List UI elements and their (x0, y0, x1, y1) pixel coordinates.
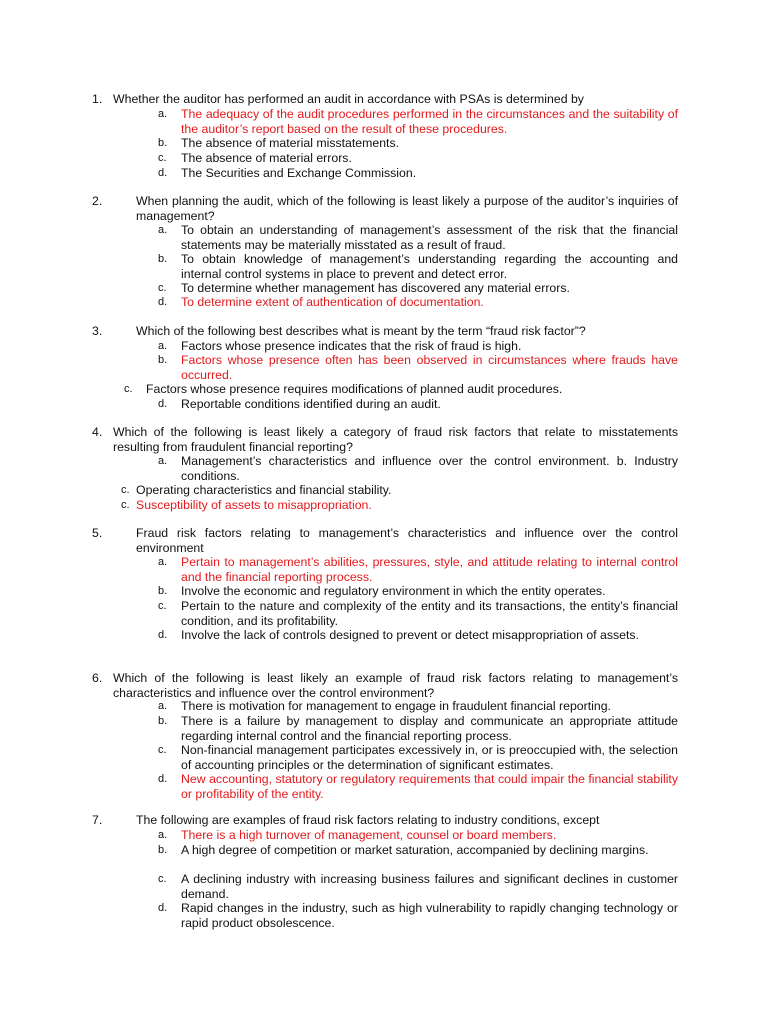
option-letter: c. (121, 484, 130, 496)
option-text: Involve the economic and regulatory environment in which the entity operates. (181, 584, 606, 598)
option-letter: c. (158, 600, 167, 612)
option-letter: d. (158, 398, 168, 410)
option-text: The absence of material misstatements. (181, 136, 400, 150)
question-text: Which of the following is least likely an example of fraud risk factors relating to management’s characteristics and influence over the control environment? (113, 671, 678, 700)
question-number: 6. (92, 671, 103, 685)
option-text: The absence of material errors. (181, 151, 352, 165)
option-text-answer: To determine extent of authentication of documentation. (181, 295, 484, 309)
option-text: A declining industry with increasing business failures and significant declines in customer demand. (181, 872, 678, 901)
option-text: Factors whose presence requires modifications of planned audit procedures. (146, 382, 563, 396)
option-text: There is a failure by management to display and communicate an appropriate attitude regarding internal control and the financial reporting process. (181, 714, 678, 743)
option-letter: a. (158, 224, 168, 236)
option-text: To obtain knowledge of management’s understanding regarding the accounting and internal control systems in place to prevent and detect error. (181, 252, 678, 281)
option-letter: d. (158, 629, 168, 641)
option-text: Involve the lack of controls designed to prevent or detect misappropriation of assets. (181, 628, 639, 642)
option-letter: d. (158, 773, 168, 785)
option-letter: c. (158, 744, 167, 756)
question-number: 3. (92, 324, 103, 338)
question-number: 7. (92, 813, 103, 827)
option-letter: c. (158, 873, 167, 885)
question-number: 2. (92, 194, 103, 208)
question-text: The following are examples of fraud risk factors relating to industry conditions, except (136, 813, 600, 827)
option-text: Rapid changes in the industry, such as high vulnerability to rapidly changing technology or rapid product obsolescence. (181, 901, 678, 930)
option-text-answer: The adequacy of the audit procedures performed in the circumstances and the suitability of the auditor’s report based on the result of these procedures. (181, 107, 678, 136)
question-text: Which of the following best describes what is meant by the term “fraud risk factor”? (136, 324, 586, 338)
option-letter: c. (158, 152, 167, 164)
option-letter: a. (158, 829, 168, 841)
option-text: Management’s characteristics and influence over the control environment. b. Industry conditions. (181, 454, 678, 483)
option-letter: c. (121, 499, 130, 511)
option-text: There is motivation for management to engage in fraudulent financial reporting. (181, 699, 611, 713)
option-letter: a. (158, 340, 168, 352)
question-text: When planning the audit, which of the following is least likely a purpose of the auditor’s inquiries of management? (136, 194, 678, 223)
option-letter: a. (158, 108, 168, 120)
option-text: To determine whether management has discovered any material errors. (181, 281, 570, 295)
option-text: A high degree of competition or market saturation, accompanied by declining margins. (181, 843, 649, 857)
option-text: Operating characteristics and financial stability. (136, 483, 392, 497)
option-text: Factors whose presence indicates that the risk of fraud is high. (181, 339, 522, 353)
option-text-answer: Factors whose presence often has been observed in circumstances where frauds have occurred. (181, 353, 678, 382)
option-letter: a. (158, 700, 168, 712)
option-text: To obtain an understanding of management’s assessment of the risk that the financial statements may be materially misstated as a result of fraud. (181, 223, 678, 252)
option-letter: d. (158, 296, 168, 308)
option-text-answer: New accounting, statutory or regulatory requirements that could impair the financial stability or profitability of the entity. (181, 772, 678, 801)
option-text: Non-financial management participates excessively in, or is preoccupied with, the selection of accounting principles or the determination of significant estimates. (181, 743, 678, 772)
option-letter: a. (158, 556, 168, 568)
option-letter: b. (158, 253, 168, 265)
option-letter: b. (158, 354, 168, 366)
option-text: The Securities and Exchange Commission. (181, 166, 417, 180)
option-letter: c. (124, 383, 133, 395)
option-letter: d. (158, 167, 168, 179)
question-number: 1. (92, 92, 103, 106)
option-text-answer: Pertain to management’s abilities, pressures, style, and attitude relating to internal control and the financial reporting process. (181, 555, 678, 584)
question-number: 4. (92, 425, 103, 439)
question-text: Fraud risk factors relating to management’s characteristics and influence over the control environment (136, 526, 678, 555)
option-letter: b. (158, 137, 168, 149)
option-letter: a. (158, 455, 168, 467)
question-number: 5. (92, 526, 103, 540)
option-letter: b. (158, 715, 168, 727)
option-letter: b. (158, 585, 168, 597)
option-text-answer: There is a high turnover of management, counsel or board members. (181, 828, 557, 842)
option-text-answer: Susceptibility of assets to misappropriation. (136, 498, 372, 512)
option-letter: c. (158, 282, 167, 294)
option-letter: b. (158, 844, 168, 856)
question-text: Which of the following is least likely a category of fraud risk factors that relate to misstatements resulting from fraudulent financial reporting? (113, 425, 678, 454)
option-text: Pertain to the nature and complexity of the entity and its transactions, the entity’s financial condition, and its profitability. (181, 599, 678, 628)
question-text: Whether the auditor has performed an audit in accordance with PSAs is determined by (113, 92, 584, 106)
option-letter: d. (158, 902, 168, 914)
option-text: Reportable conditions identified during an audit. (181, 397, 441, 411)
